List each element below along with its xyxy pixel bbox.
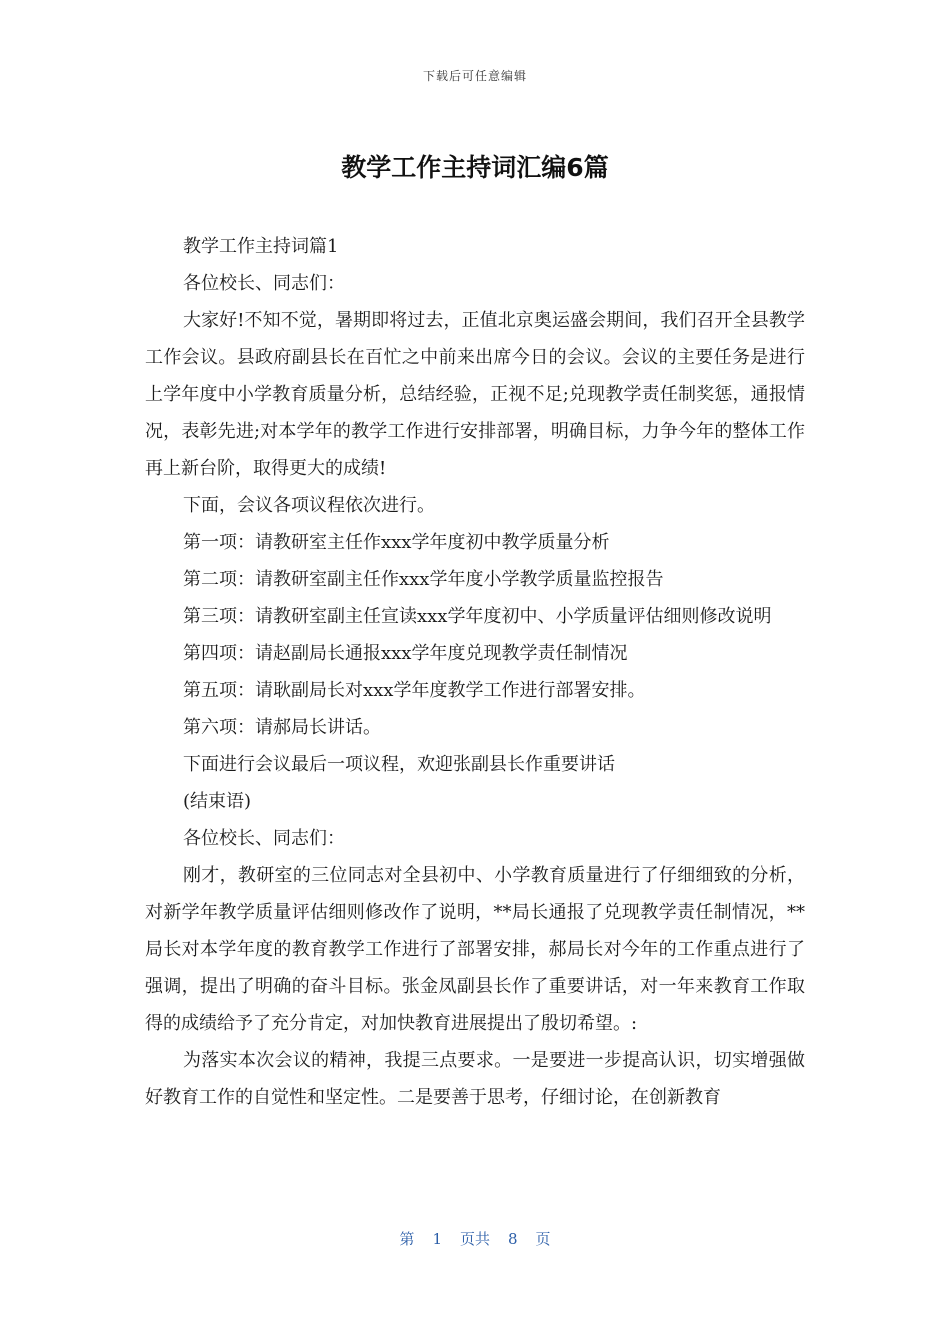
- header-note: 下载后可任意编辑: [422, 69, 527, 83]
- opening-paragraph: 大家好!不知不觉，暑期即将过去，正值北京奥运盛会期间，我们召开全县教学工作会议。县政府副县长在百忙之中前来出席今日的会议。会议的主要任务是进行上学年度中小学教育质量分析，总结经验，正视不足;兑现教学责任制奖惩，通报情况，表彰先进;对本学年的教学工作进行安排部署，明确目标，力争今年的整体工作再上新台阶，取得更大的成绩!: [145, 310, 805, 479]
- closing-salutation: 各位校长、同志们：: [183, 828, 345, 849]
- page-total: 8: [508, 1230, 518, 1248]
- page-middle: 页共: [459, 1230, 490, 1248]
- document-body: [145, 228, 805, 1116]
- agenda-item-1: 第一项：请教研室主任作xxx学年度初中教学质量分析: [183, 532, 610, 553]
- page-footer: [0, 1228, 950, 1249]
- closing-heading: (结束语): [183, 791, 252, 812]
- agenda-item-2: 第二项：请教研室副主任作xxx学年度小学教学质量监控报告: [183, 569, 664, 590]
- page-suffix: 页: [535, 1230, 551, 1248]
- agenda-item-4: 第四项：请赵副局长通报xxx学年度兑现教学责任制情况: [183, 643, 628, 664]
- final-agenda-item: 下面进行会议最后一项议程，欢迎张副县长作重要讲话: [183, 754, 615, 775]
- summary-paragraph: 刚才，教研室的三位同志对全县初中、小学教育质量进行了仔细细致的分析，对新学年教学质量评估细则修改作了说明，**局长通报了兑现教学责任制情况，**局长对本学年度的教育教学工作进行了部署安排，郝局长对今年的工作重点进行了强调，提出了明确的奋斗目标。张金凤副县长作了重要讲话，对一年来教育工作取得的成绩给予了充分肯定，对加快教育进展提出了殷切希望。:: [145, 865, 805, 1034]
- agenda-item-6: 第六项：请郝局长讲话。: [183, 717, 381, 738]
- section-heading: 教学工作主持词篇1: [183, 236, 339, 257]
- agenda-item-5: 第五项：请耿副局长对xxx学年度教学工作进行部署安排。: [183, 680, 646, 701]
- agenda-intro: 下面，会议各项议程依次进行。: [183, 495, 435, 516]
- requirements-paragraph: 为落实本次会议的精神，我提三点要求。一是要进一步提高认识，切实增强做好教育工作的自觉性和坚定性。二是要善于思考，仔细讨论，在创新教育: [145, 1050, 805, 1108]
- page-current: 1: [432, 1230, 442, 1248]
- document-title: 教学工作主持词汇编6篇: [341, 153, 609, 182]
- agenda-item-3: 第三项：请教研室副主任宣读xxx学年度初中、小学质量评估细则修改说明: [183, 606, 772, 627]
- salutation: 各位校长、同志们：: [183, 273, 345, 294]
- page-prefix: 第: [399, 1230, 415, 1248]
